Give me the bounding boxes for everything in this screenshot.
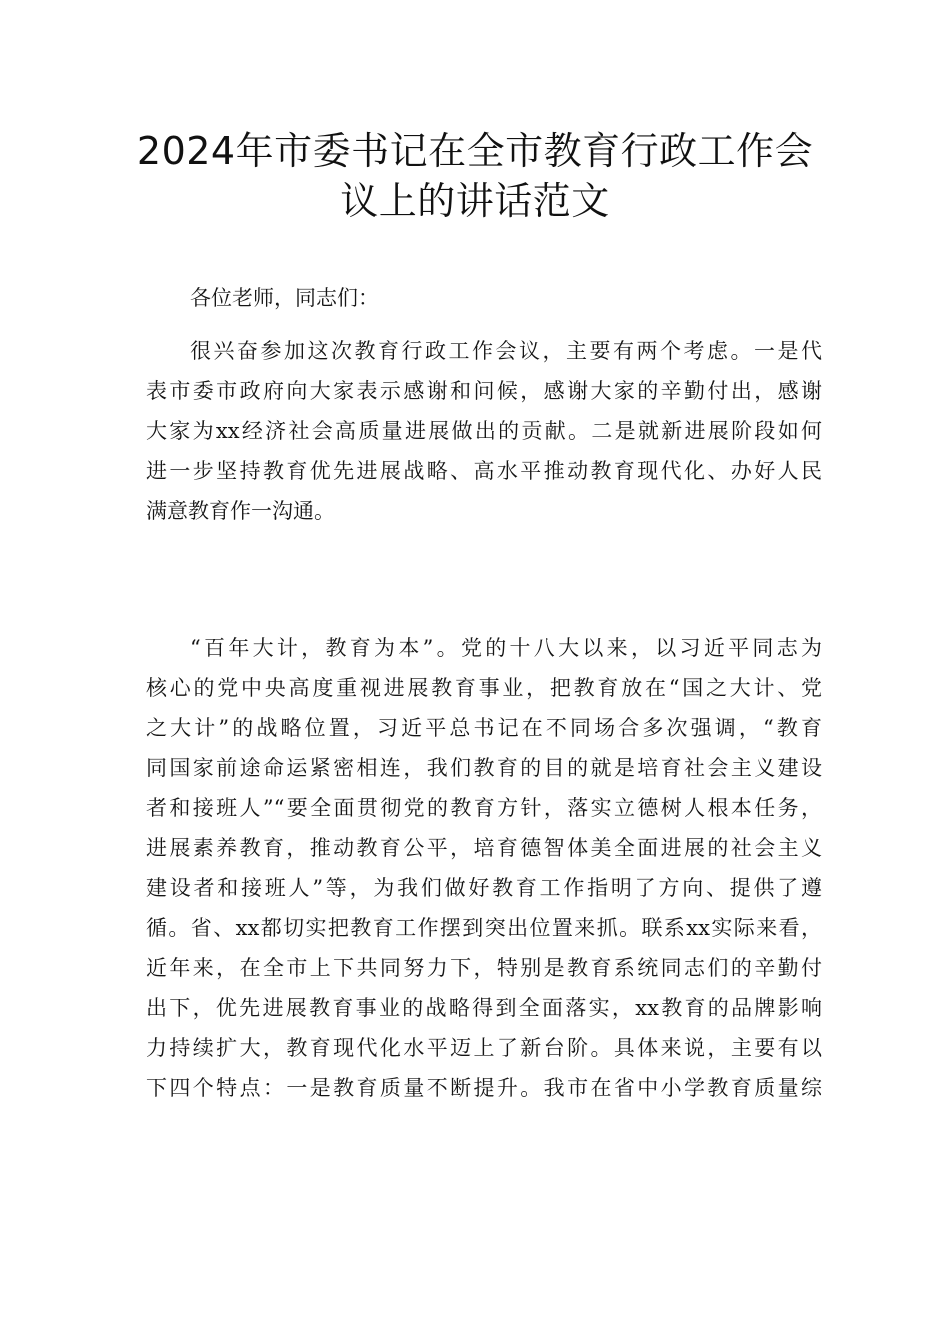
paragraph-2 — [146, 628, 822, 1108]
title-line-1: 2024年市委书记在全市教育行政工作会 — [136, 129, 814, 173]
title-line-2: 议上的讲话范文 — [340, 179, 610, 223]
paragraph-2-line: 同国家前途命运紧密相连，我们教育的目的就是培育社会主义建设 — [146, 756, 822, 780]
paragraph-2-line: 出下，优先进展教育事业的战略得到全面落实，xx教育的品牌影响 — [146, 996, 822, 1020]
paragraph-2-line: 下四个特点：一是教育质量不断提升。我市在省中小学教育质量综 — [146, 1076, 822, 1100]
paragraph-1-line: 大家为xx经济社会高质量进展做出的贡献。二是就新进展阶段如何 — [146, 419, 822, 443]
paragraph-2-line: 力持续扩大，教育现代化水平迈上了新台阶。具体来说，主要有以 — [146, 1036, 822, 1060]
paragraph-1-line: 表市委市政府向大家表示感谢和问候，感谢大家的辛勤付出，感谢 — [146, 379, 822, 403]
document-title — [100, 126, 850, 226]
salutation: 各位老师，同志们： — [190, 286, 379, 310]
paragraph-2-line: 者和接班人”“要全面贯彻党的教育方针，落实立德树人根本任务， — [146, 796, 822, 820]
salutation-block — [146, 278, 822, 318]
paragraph-2-line: 进展素养教育，推动教育公平，培育德智体美全面进展的社会主义 — [146, 836, 822, 860]
paragraph-2-line: 循。省、xx都切实把教育工作摆到突出位置来抓。联系xx实际来看， — [146, 916, 822, 940]
paragraph-1 — [146, 331, 822, 531]
paragraph-2-line: 近年来，在全市上下共同努力下，特别是教育系统同志们的辛勤付 — [146, 956, 822, 980]
paragraph-2-line: 之大计”的战略位置，习近平总书记在不同场合多次强调，“教育 — [146, 716, 822, 740]
paragraph-2-line: 建设者和接班人”等，为我们做好教育工作指明了方向、提供了遵 — [146, 876, 822, 900]
paragraph-2-line: “百年大计，教育为本”。党的十八大以来，以习近平同志为 — [190, 636, 822, 660]
paragraph-1-line: 很兴奋参加这次教育行政工作会议，主要有两个考虑。一是代 — [190, 339, 822, 363]
paragraph-2-line: 核心的党中央高度重视进展教育事业，把教育放在“国之大计、党 — [146, 676, 822, 700]
paragraph-1-line: 进一步坚持教育优先进展战略、高水平推动教育现代化、办好人民 — [146, 459, 822, 483]
paragraph-1-line: 满意教育作一沟通。 — [146, 499, 335, 523]
